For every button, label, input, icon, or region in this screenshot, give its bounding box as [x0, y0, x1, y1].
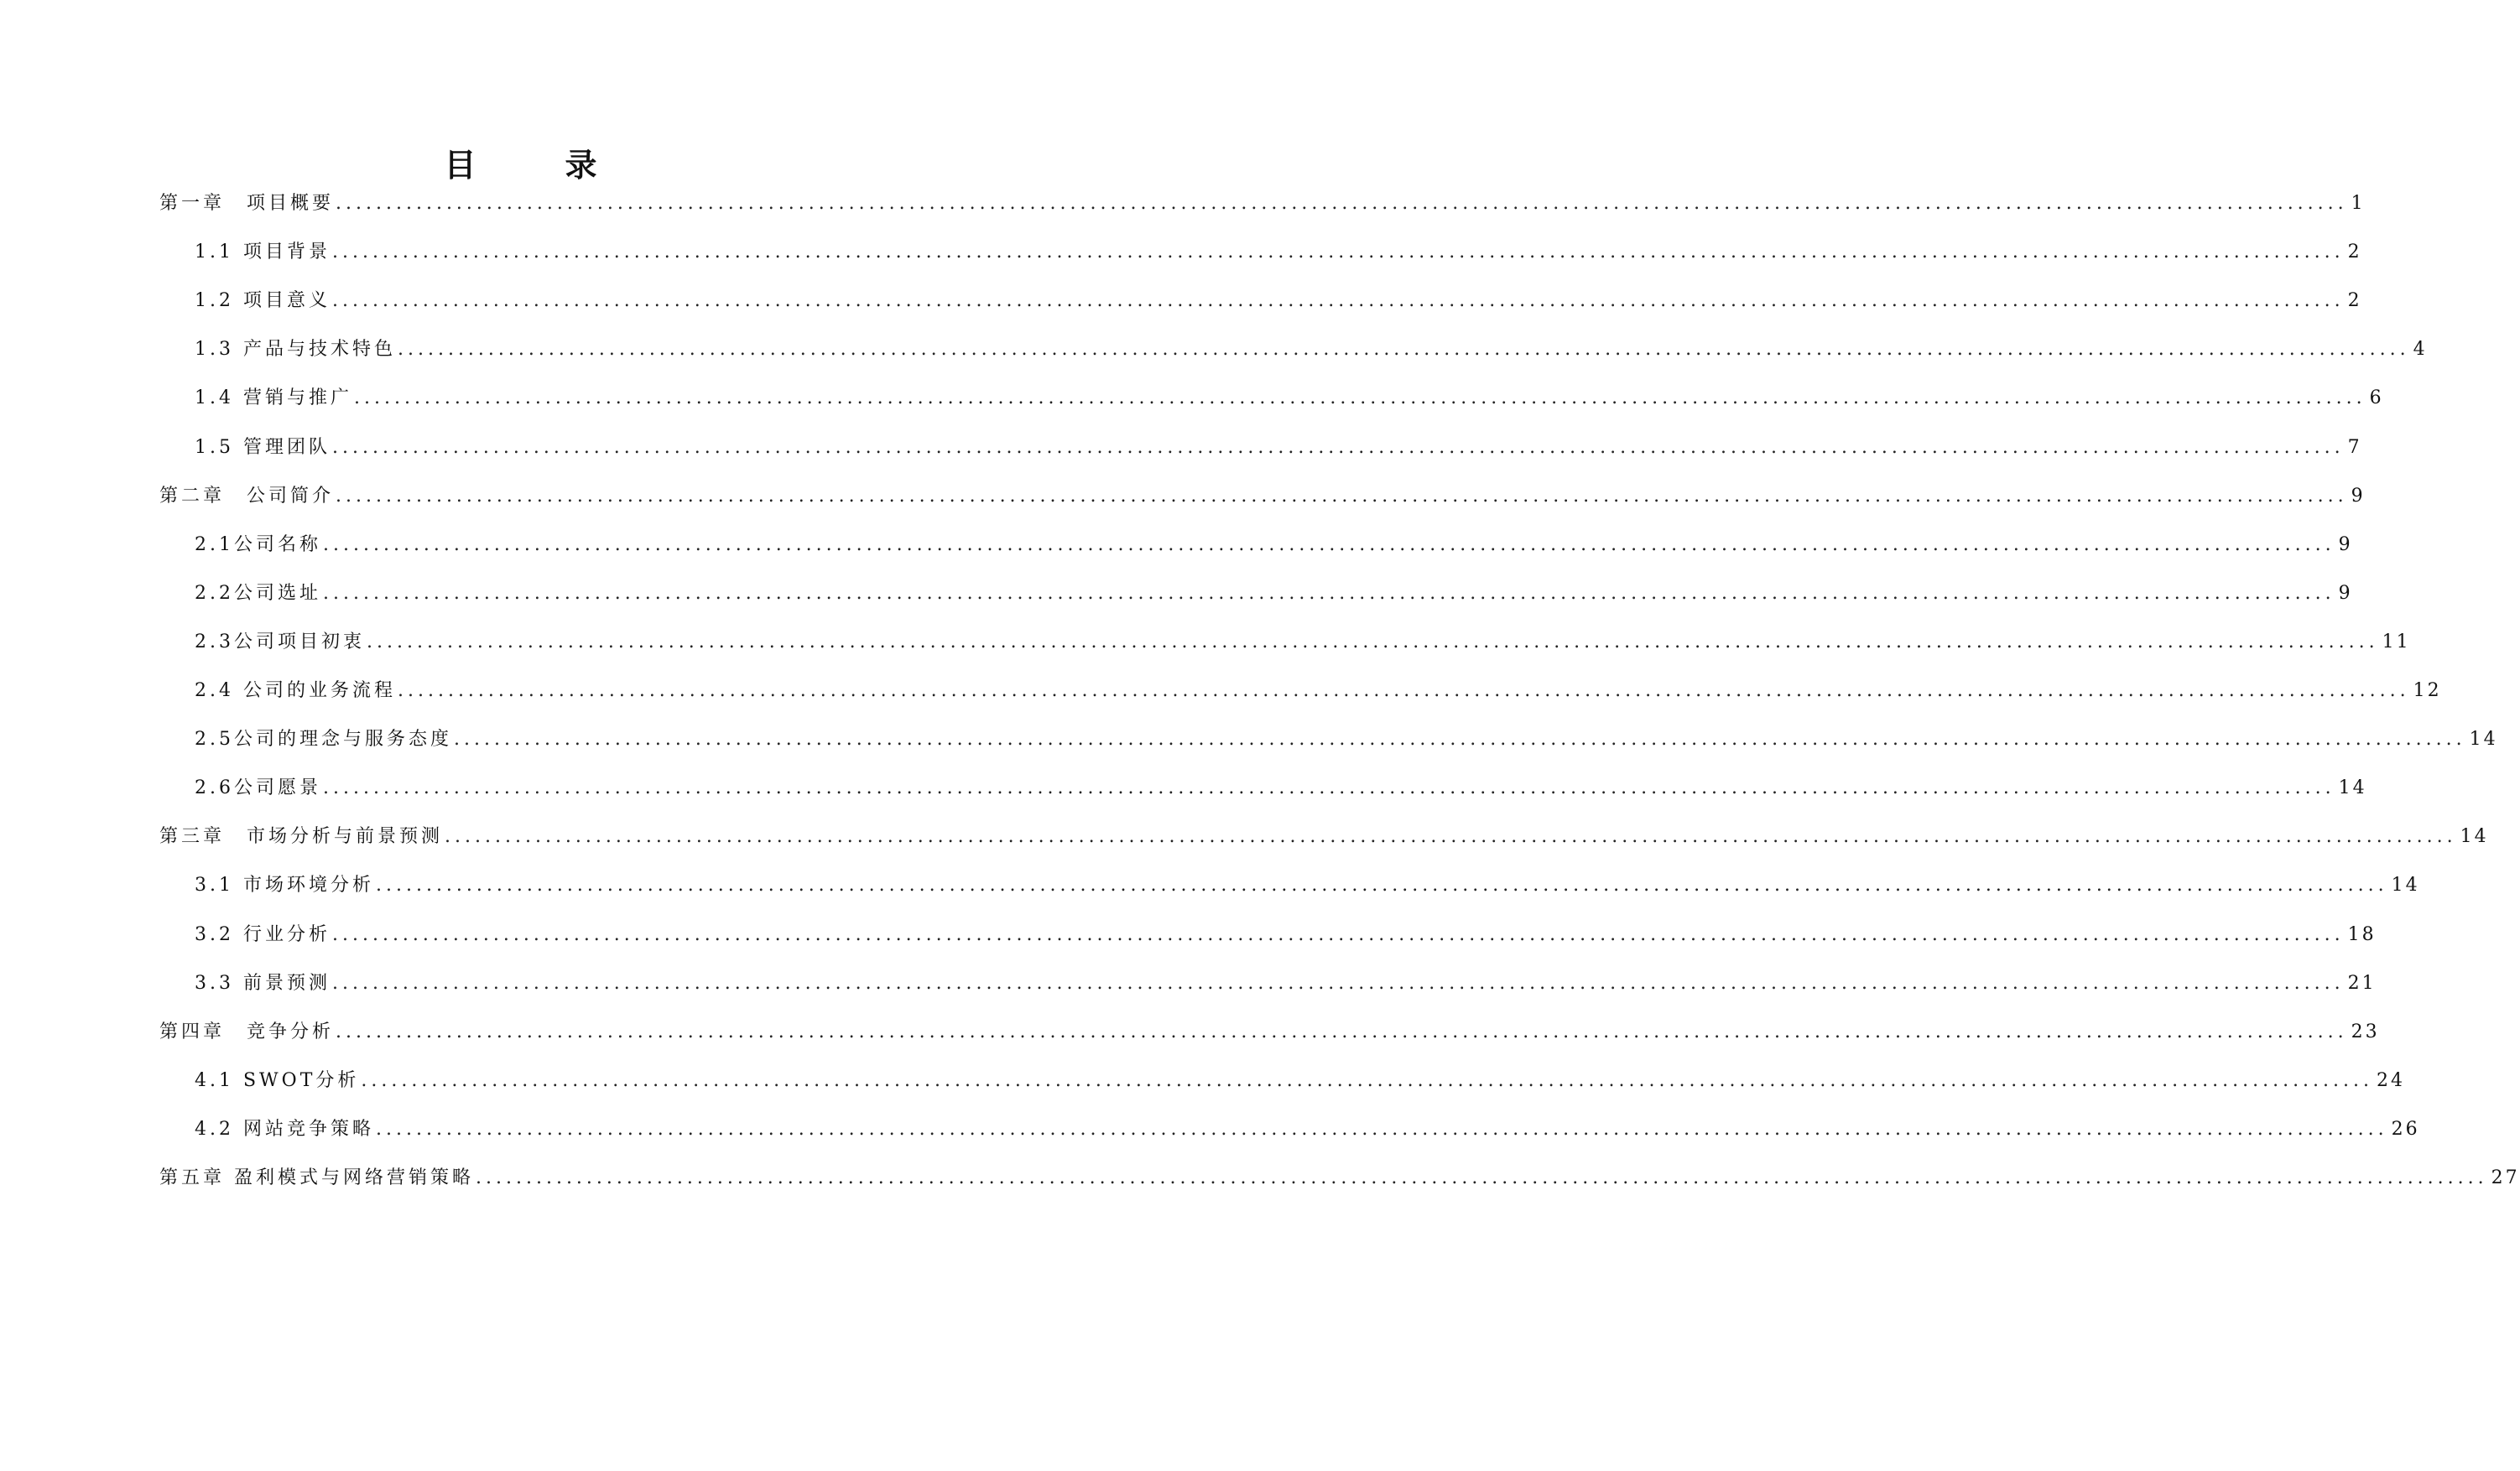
toc-dot-leader: ........................................................................................................................................................................................................ — [397, 680, 2410, 701]
toc-dot-leader: ........................................................................................................................................................................................................ — [336, 1021, 2348, 1042]
toc-entry-section[interactable] — [195, 434, 2362, 462]
toc-entry-label: 4.1 SWOT分析 — [195, 1070, 360, 1091]
toc-dot-leader: ........................................................................................................................................................................................................ — [331, 924, 2345, 945]
toc-dot-leader: ........................................................................................................................................................................................................ — [454, 729, 2466, 750]
toc-entry-section[interactable] — [195, 725, 2498, 754]
toc-dot-leader: ........................................................................................................................................................................................................ — [331, 973, 2345, 994]
toc-entry-section[interactable] — [195, 628, 2411, 657]
toc-entry-label: 第三章 市场分析与前景预测 — [159, 826, 444, 847]
toc-entry-page-number: 14 — [2469, 729, 2498, 750]
toc-entry-label: 第五章 盈利模式与网络营销策略 — [159, 1167, 474, 1188]
toc-entry-label: 2.5公司的理念与服务态度 — [195, 729, 452, 750]
toc-entry-label: 1.1 项目背景 — [195, 242, 331, 262]
toc-entry-section[interactable] — [195, 1067, 2406, 1095]
toc-dot-leader: ........................................................................................................................................................................................................ — [336, 193, 2348, 214]
toc-dot-leader: ........................................................................................................................................................................................................ — [367, 632, 2379, 652]
toc-entry-label: 3.2 行业分析 — [195, 924, 331, 945]
toc-dot-leader: ........................................................................................................................................................................................................ — [353, 387, 2366, 408]
toc-entry-page-number: 27 — [2491, 1167, 2520, 1188]
toc-entry-label: 1.2 项目意义 — [195, 290, 331, 311]
toc-entry-label: 1.4 营销与推广 — [195, 387, 352, 408]
toc-dot-leader: ........................................................................................................................................................................................................ — [323, 583, 2335, 604]
toc-entry-label: 2.2公司选址 — [195, 583, 321, 604]
toc-entry-label: 3.3 前景预测 — [195, 973, 331, 994]
toc-entry-page-number: 2 — [2347, 290, 2362, 311]
toc-entry-page-number: 14 — [2460, 826, 2489, 847]
toc-entry-chapter[interactable] — [159, 1164, 2520, 1193]
toc-entry-chapter[interactable] — [159, 823, 2489, 851]
toc-entry-chapter[interactable] — [159, 482, 2366, 511]
toc-entry-page-number: 9 — [2351, 486, 2366, 507]
toc-entry-page-number: 6 — [2369, 387, 2384, 408]
toc-dot-leader: ........................................................................................................................................................................................................ — [476, 1167, 2488, 1188]
toc-dot-leader: ........................................................................................................................................................................................................ — [445, 826, 2457, 847]
toc-dot-leader: ........................................................................................................................................................................................................ — [331, 290, 2345, 311]
toc-dot-leader: ........................................................................................................................................................................................................ — [397, 339, 2410, 360]
toc-entry-section[interactable] — [195, 531, 2353, 559]
toc-dot-leader: ........................................................................................................................................................................................................ — [336, 486, 2348, 507]
toc-entry-section[interactable] — [195, 969, 2377, 998]
toc-entry-page-number: 11 — [2382, 632, 2411, 652]
toc-entry-section[interactable] — [195, 1115, 2420, 1144]
toc-entry-section[interactable] — [195, 287, 2362, 315]
toc-entry-page-number: 7 — [2347, 437, 2362, 458]
toc-entry-page-number: 21 — [2347, 973, 2377, 994]
toc-entry-chapter[interactable] — [159, 1018, 2380, 1047]
toc-entry-label: 2.3公司项目初衷 — [195, 632, 365, 652]
toc-entry-section[interactable] — [195, 384, 2384, 413]
toc-entry-page-number: 12 — [2413, 680, 2442, 701]
toc-entry-section[interactable] — [195, 774, 2367, 803]
toc-dot-leader: ........................................................................................................................................................................................................ — [331, 242, 2345, 262]
toc-entry-page-number: 14 — [2338, 777, 2367, 798]
toc-entry-label: 4.2 网站竞争策略 — [195, 1119, 374, 1140]
toc-entry-page-number: 4 — [2413, 339, 2428, 360]
page-title: 目 录 — [444, 147, 626, 184]
toc-entry-section[interactable] — [195, 580, 2353, 608]
toc-entry-page-number: 9 — [2338, 583, 2353, 604]
toc-entry-page-number: 1 — [2351, 193, 2366, 214]
toc-entry-section[interactable] — [195, 335, 2428, 364]
toc-dot-leader: ........................................................................................................................................................................................................ — [361, 1070, 2374, 1091]
toc-entry-page-number: 26 — [2391, 1119, 2420, 1140]
toc-entry-page-number: 2 — [2347, 242, 2362, 262]
toc-entry-label: 2.1公司名称 — [195, 534, 321, 555]
toc-entry-label: 1.5 管理团队 — [195, 437, 331, 458]
toc-entry-label: 3.1 市场环境分析 — [195, 875, 374, 896]
toc-entry-label: 1.3 产品与技术特色 — [195, 339, 396, 360]
toc-entry-section[interactable] — [195, 677, 2442, 705]
toc-entry-label: 第一章 项目概要 — [159, 193, 335, 214]
toc-entry-section[interactable] — [195, 921, 2377, 949]
toc-dot-leader: ........................................................................................................................................................................................................ — [323, 534, 2335, 555]
toc-entry-section[interactable] — [195, 238, 2362, 267]
toc-entry-label: 第四章 竞争分析 — [159, 1021, 335, 1042]
toc-entry-section[interactable] — [195, 871, 2420, 900]
toc-entry-page-number: 24 — [2377, 1070, 2406, 1091]
toc-entry-label: 第二章 公司简介 — [159, 486, 335, 507]
toc-entry-label: 2.6公司愿景 — [195, 777, 321, 798]
toc-entry-label: 2.4 公司的业务流程 — [195, 680, 396, 701]
toc-dot-leader: ........................................................................................................................................................................................................ — [331, 437, 2345, 458]
toc-entry-chapter[interactable] — [159, 190, 2366, 218]
toc-dot-leader: ........................................................................................................................................................................................................ — [323, 777, 2335, 798]
toc-entry-page-number: 14 — [2391, 875, 2420, 896]
toc-entry-page-number: 9 — [2338, 534, 2353, 555]
toc-entry-page-number: 18 — [2347, 924, 2377, 945]
toc-dot-leader: ........................................................................................................................................................................................................ — [375, 875, 2388, 896]
toc-entry-page-number: 23 — [2351, 1021, 2380, 1042]
toc-dot-leader: ........................................................................................................................................................................................................ — [375, 1119, 2388, 1140]
